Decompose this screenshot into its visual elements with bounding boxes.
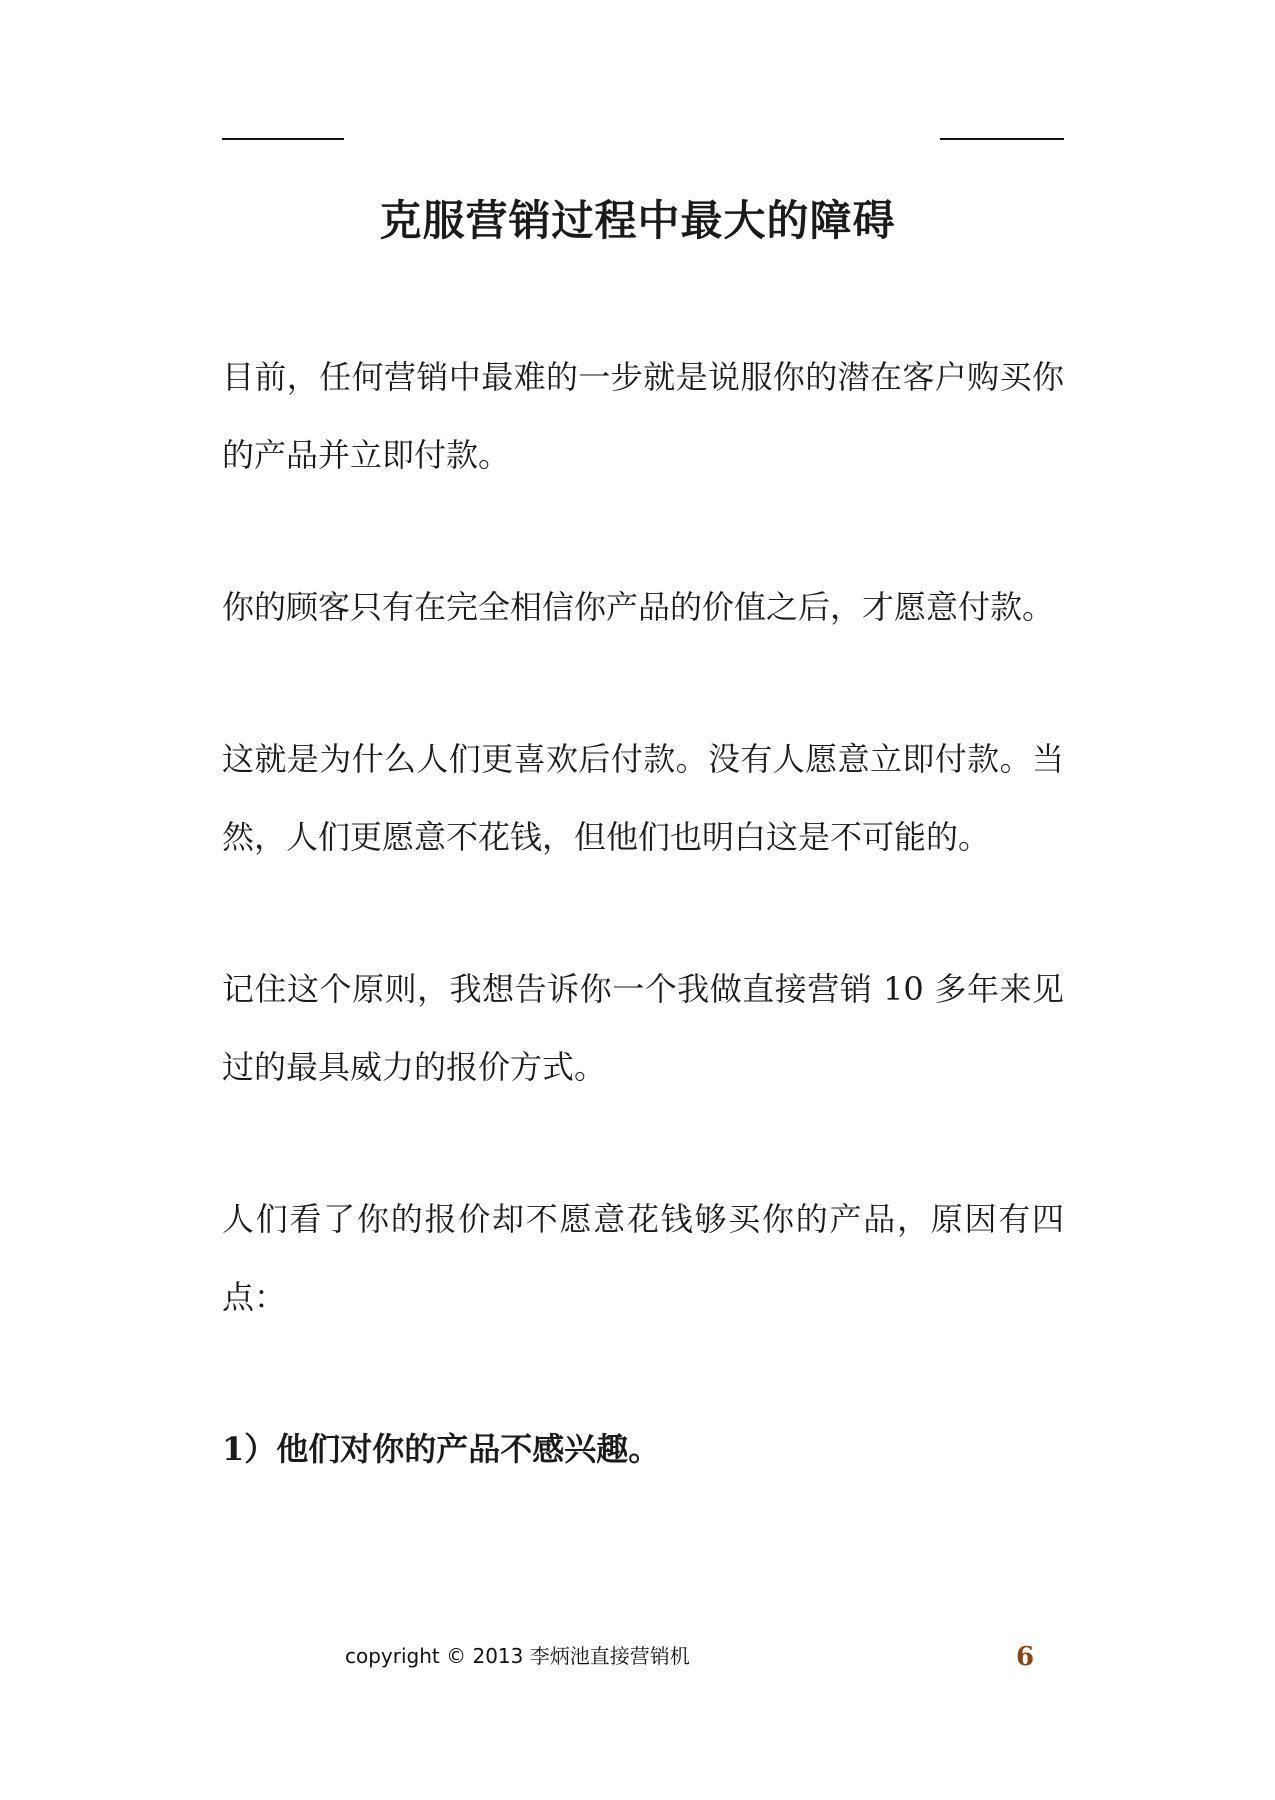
paragraph-1: 目前，任何营销中最难的一步就是说服你的潜在客户购买你的产品并立即付款。 bbox=[222, 358, 1064, 474]
footer-copyright: copyright © 2013 李炳池直接营销机 bbox=[345, 1644, 690, 1668]
header-rule-left bbox=[222, 138, 344, 140]
document-body bbox=[222, 338, 1064, 1562]
paragraph-5: 人们看了你的报价却不愿意花钱够买你的产品，原因有四点： bbox=[222, 1200, 1064, 1316]
header-rule-right bbox=[940, 138, 1064, 140]
page-title: 克服营销过程中最大的障碍 bbox=[379, 196, 896, 245]
list-item-1: 1）他们对你的产品不感兴趣。 bbox=[222, 1430, 661, 1468]
paragraph-3: 这就是为什么人们更喜欢后付款。没有人愿意立即付款。当然，人们更愿意不花钱，但他们也明白这是不可能的。 bbox=[222, 740, 1064, 856]
page-number: 6 bbox=[1016, 1642, 1035, 1672]
paragraph-4: 记住这个原则，我想告诉你一个我做直接营销 10 多年来见过的最具威力的报价方式。 bbox=[222, 970, 1064, 1086]
paragraph-2: 你的顾客只有在完全相信你产品的价值之后，才愿意付款。 bbox=[222, 588, 1055, 626]
